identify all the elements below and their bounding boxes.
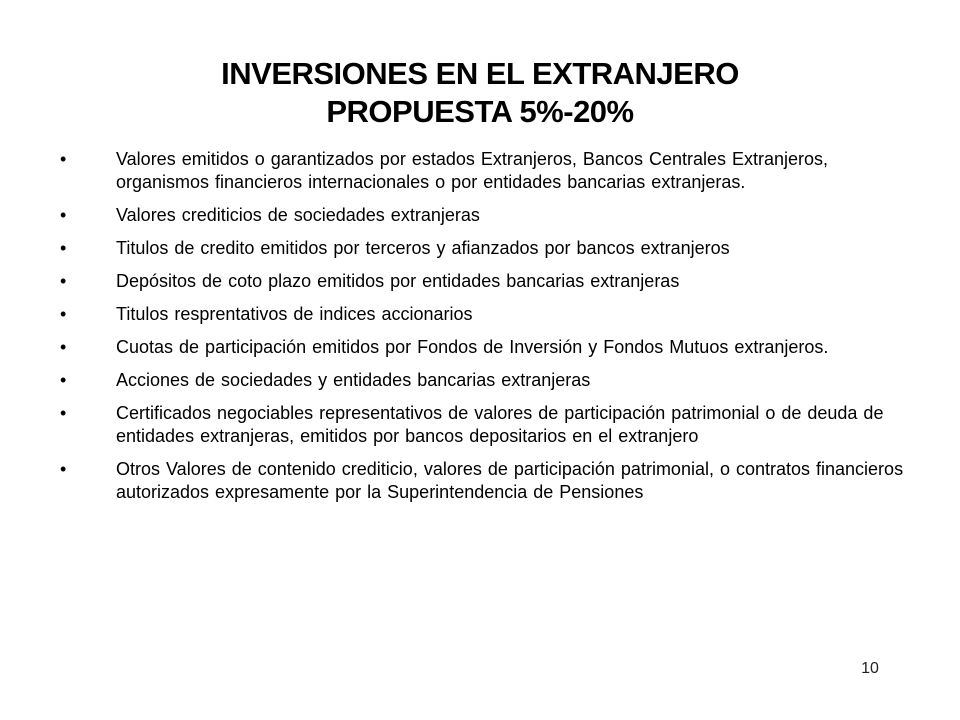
- bullet-icon: •: [60, 149, 67, 169]
- bullet-item: [60, 303, 920, 326]
- bullet-text: Acciones de sociedades y entidades bancarias extranjeras: [116, 370, 591, 390]
- bullet-item: [60, 270, 920, 293]
- bullet-text: Valores emitidos o garantizados por estados Extranjeros, Bancos Centrales Extranjeros, organismos financieros internacionales o por entidades bancarias extranjeras.: [116, 149, 829, 192]
- bullet-text: Valores crediticios de sociedades extranjeras: [116, 205, 480, 225]
- bullet-item: [60, 458, 920, 504]
- bullet-item: [60, 237, 920, 260]
- bullet-icon: •: [60, 271, 67, 291]
- bullet-icon: •: [60, 370, 67, 390]
- bullet-text: Titulos resprentativos de indices accionarios: [116, 304, 473, 324]
- title-line-2: PROPUESTA 5%-20%: [326, 94, 634, 129]
- bullet-text: Titulos de credito emitidos por terceros y afianzados por bancos extranjeros: [116, 238, 730, 258]
- bullet-icon: •: [60, 459, 67, 479]
- bullet-item: [60, 369, 920, 392]
- bullet-icon: •: [60, 403, 67, 423]
- bullet-list: [60, 148, 920, 514]
- page-number: 10: [861, 660, 879, 677]
- bullet-icon: •: [60, 205, 67, 225]
- bullet-item: [60, 204, 920, 227]
- bullet-icon: •: [60, 238, 67, 258]
- bullet-text: Certificados negociables representativos de valores de participación patrimonial o de deuda de entidades extranjeras, emitidos por bancos depositarios en el extranjero: [116, 403, 884, 446]
- bullet-icon: •: [60, 337, 67, 357]
- bullet-item: [60, 148, 920, 194]
- bullet-text: Cuotas de participación emitidos por Fondos de Inversión y Fondos Mutuos extranjeros.: [116, 337, 829, 357]
- slide-title: [0, 55, 960, 131]
- bullet-text: Depósitos de coto plazo emitidos por entidades bancarias extranjeras: [116, 271, 680, 291]
- bullet-icon: •: [60, 304, 67, 324]
- bullet-text: Otros Valores de contenido crediticio, valores de participación patrimonial, o contratos financieros autorizados expresamente por la Superintendencia de Pensiones: [116, 459, 904, 502]
- bullet-item: [60, 336, 920, 359]
- title-line-1: INVERSIONES EN EL EXTRANJERO: [221, 56, 739, 91]
- bullet-item: [60, 402, 920, 448]
